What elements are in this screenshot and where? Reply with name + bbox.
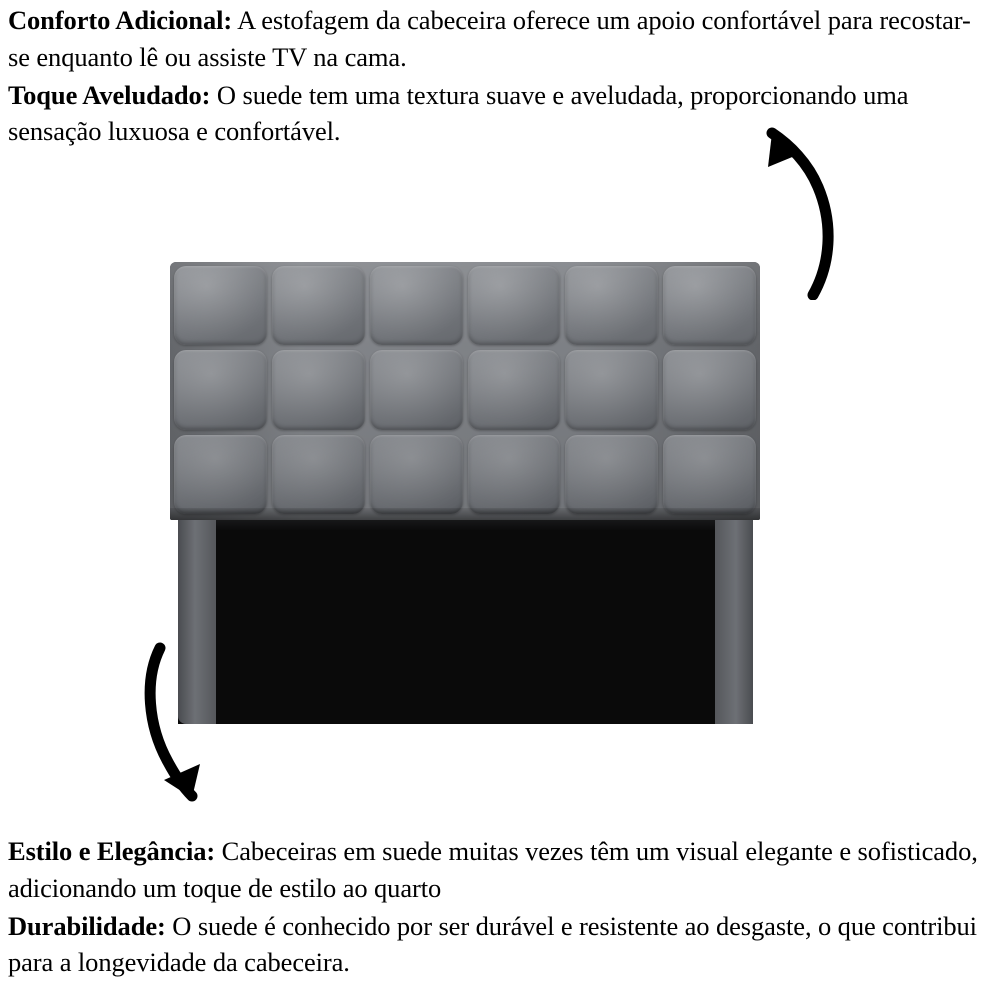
paragraph-lead-toque-aveludado: Toque Aveludado: (8, 79, 211, 110)
paragraph-toque-aveludado (8, 77, 988, 151)
paragraph-estilo-e-elegancia (8, 833, 988, 907)
paragraph-conforto-adicional (8, 2, 988, 76)
tuft-cell (272, 266, 365, 345)
tuft-cell (468, 266, 561, 345)
tuft-cell (565, 435, 658, 514)
tuft-cell (663, 435, 756, 514)
tuft-cell (468, 435, 561, 514)
paragraph-body-durabilidade: O suede é conhecido por ser durável e resistente ao desgaste, o que contribui para a longevidade da cabeceira. (8, 910, 977, 978)
tuft-cell (565, 266, 658, 345)
bed-base-left-panel (178, 504, 216, 724)
tuft-cell (272, 435, 365, 514)
headboard-bottom-edge (170, 508, 760, 520)
tuft-cell (370, 350, 463, 429)
paragraph-body-conforto-adicional: A estofagem da cabeceira oferece um apoio confortável para recostar-se enquanto lê ou assiste TV na cama. (8, 5, 971, 72)
paragraph-lead-durabilidade: Durabilidade: (8, 910, 166, 941)
headboard-panel (170, 262, 760, 520)
top-text-block (8, 2, 988, 150)
paragraph-body-toque-aveludado: O suede tem uma textura suave e aveludada, proporcionando uma sensação luxuosa e confortável. (8, 79, 909, 147)
tuft-cell (663, 350, 756, 429)
tuft-cell (468, 350, 561, 429)
tuft-cell (174, 266, 267, 345)
paragraph-body-estilo-e-elegancia: Cabeceiras em suede muitas vezes têm um visual elegante e sofisticado, adicionando um toque de estilo ao quarto (8, 836, 978, 903)
headboard-fabric (170, 262, 760, 520)
bottom-text-block (8, 833, 988, 981)
tuft-cell (565, 350, 658, 429)
tuft-cell (272, 350, 365, 429)
bed-base (178, 504, 753, 724)
product-image-cabeceira (170, 262, 760, 724)
headboard-tufting-grid (174, 266, 756, 514)
tuft-cell (370, 266, 463, 345)
paragraph-lead-conforto-adicional: Conforto Adicional: (8, 5, 233, 35)
tuft-cell (370, 435, 463, 514)
paragraph-durabilidade (8, 908, 988, 982)
paragraph-lead-estilo-e-elegancia: Estilo e Elegância: (8, 836, 216, 866)
tuft-cell (174, 350, 267, 429)
tuft-cell (663, 266, 756, 345)
bed-base-right-panel (715, 504, 753, 724)
tuft-cell (174, 435, 267, 514)
